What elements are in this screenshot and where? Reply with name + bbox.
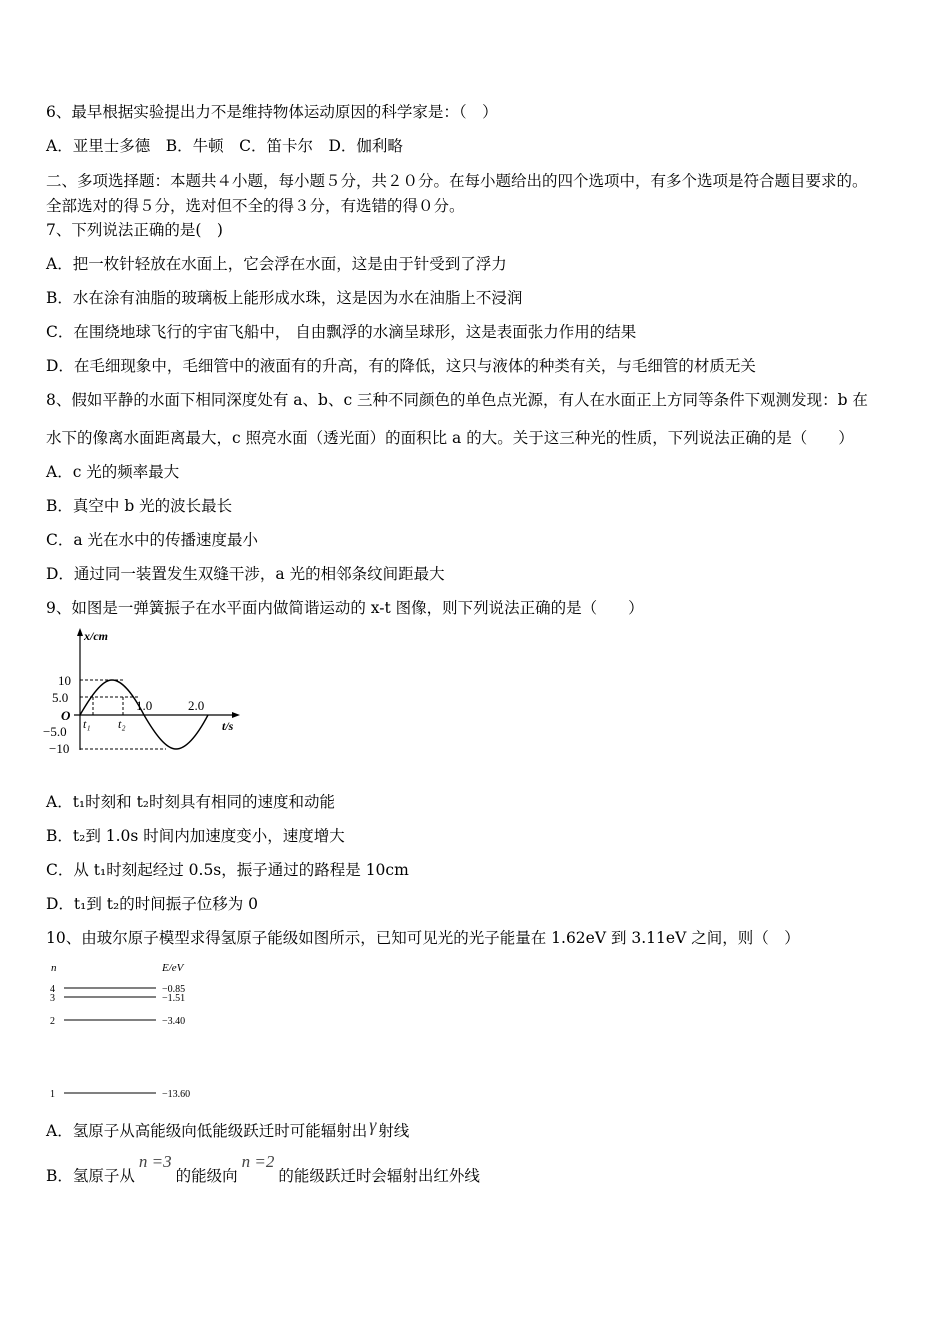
q7-stem: 7、下列说法正确的是( ) [46,221,223,239]
section2-line2: 全部选对的得５分，选对但不全的得３分，有选错的得０分。 [46,197,465,215]
level-n-label: 3 [50,993,55,1004]
y-tick-10: 10 [58,673,71,688]
q7-option-b: B．水在涂有油脂的玻璃板上能形成水珠，这是因为水在油脂上不浸润 [46,289,523,307]
y-axis-label: x/cm [84,629,108,643]
q10-option-b-pre: B．氢原子从 [46,1167,135,1185]
q6-options: A．亚里士多德 B．牛顿 C．笛卡尔 D．伽利略 [46,137,403,155]
q10-option-b-mid: 的能级向 [175,1167,238,1185]
q8-option-a: A．c 光的频率最大 [46,463,180,481]
level-energy-label: −1.51 [162,993,186,1004]
q8-stem-line2: 水下的像离水面距离最大，c 照亮水面（透光面）的面积比 a 的大。关于这三种光的性质，下列说法正确的是（ ） [46,429,854,447]
q9-option-d: D．t₁到 t₂的时间振子位移为 0 [46,895,259,913]
q9-stem: 9、如图是一弹簧振子在水平面内做简谐运动的 x-t 图像，则下列说法正确的是（ ） [46,599,644,617]
q9-option-a: A．t₁时刻和 t₂时刻具有相同的速度和动能 [46,793,336,811]
q8-option-d: D．通过同一装置发生双缝干涉，a 光的相邻条纹间距最大 [46,565,445,583]
level-energy-label: −3.40 [162,1016,186,1027]
q9-option-b: B．t₂到 1.0s 时间内加速度变小，速度增大 [46,827,345,845]
q6-stem: 6、最早根据实验提出力不是维持物体运动原因的科学家是：（ ） [46,103,498,121]
q8-stem-line1: 8、假如平静的水面下相同深度处有 a、b、c 三种不同颜色的单色点光源，有人在水面正上方同等条件下观测发现：b 在 [46,391,868,409]
energy-level-diagram [46,958,226,1104]
q7-option-c: C．在围绕地球飞行的宇宙飞船中， 自由飘浮的水滴呈球形，这是表面张力作用的结果 [46,323,637,341]
q10-option-a-pre: A．氢原子从高能级向低能级跃迁时可能辐射出 [46,1122,368,1140]
q7-option-d: D．在毛细现象中，毛细管中的液面有的升高，有的降低，这只与液体的种类有关，与毛细管的材质无关 [46,357,756,375]
level-energy-label: −13.60 [162,1089,191,1100]
origin-label: O [61,708,71,723]
x-axis-label: t/s [222,719,234,733]
q10-option-b-post: 的能级跃迁时会辐射出红外线 [278,1167,480,1185]
level-n-label: 1 [50,1089,55,1100]
q8-option-c: C．a 光在水中的传播速度最小 [46,531,259,549]
n2-symbol: n =2 [241,1152,275,1171]
gamma-symbol: γ [369,1115,377,1135]
t2-label: t₂ [118,717,126,731]
q8-option-b: B．真空中 b 光的波长最长 [46,497,233,515]
level-energy-label: −0.85 [162,984,186,995]
q10-option-a-post: 射线 [378,1122,410,1140]
n-header: n [51,962,57,974]
y-tick-neg10: −10 [49,741,70,756]
level-lines [50,984,190,1100]
q10-option-b [46,1152,480,1186]
x-tick-2: 2.0 [188,698,205,713]
q7-option-a: A．把一枚针轻放在水面上，它会浮在水面，这是由于针受到了浮力 [46,255,507,273]
y-axis-arrow [77,628,83,636]
q10-stem: 10、由玻尔原子模型求得氢原子能级如图所示，已知可见光的光子能量在 1.62eV 到 3.11eV 之间，则（ ） [46,929,800,947]
y-tick-5: 5.0 [52,690,69,705]
x-axis-arrow [232,712,240,718]
q9-option-c: C．从 t₁时刻起经过 0.5s，振子通过的路程是 10cm [46,861,409,879]
x-t-graph [40,626,250,756]
level-n-label: 2 [50,1016,55,1027]
level-n-label: 4 [50,984,55,995]
x-tick-1: 1.0 [136,698,153,713]
y-tick-neg5: −5.0 [43,724,67,739]
q10-option-a [46,1115,410,1141]
t1-label: t₁ [83,717,91,731]
n3-symbol: n =3 [138,1152,172,1171]
section2-line1: 二、多项选择题：本题共４小题，每小题５分，共２０分。在每小题给出的四个选项中，有多个选项是符合题目要求的。 [46,172,868,190]
e-header: E/eV [162,962,184,974]
